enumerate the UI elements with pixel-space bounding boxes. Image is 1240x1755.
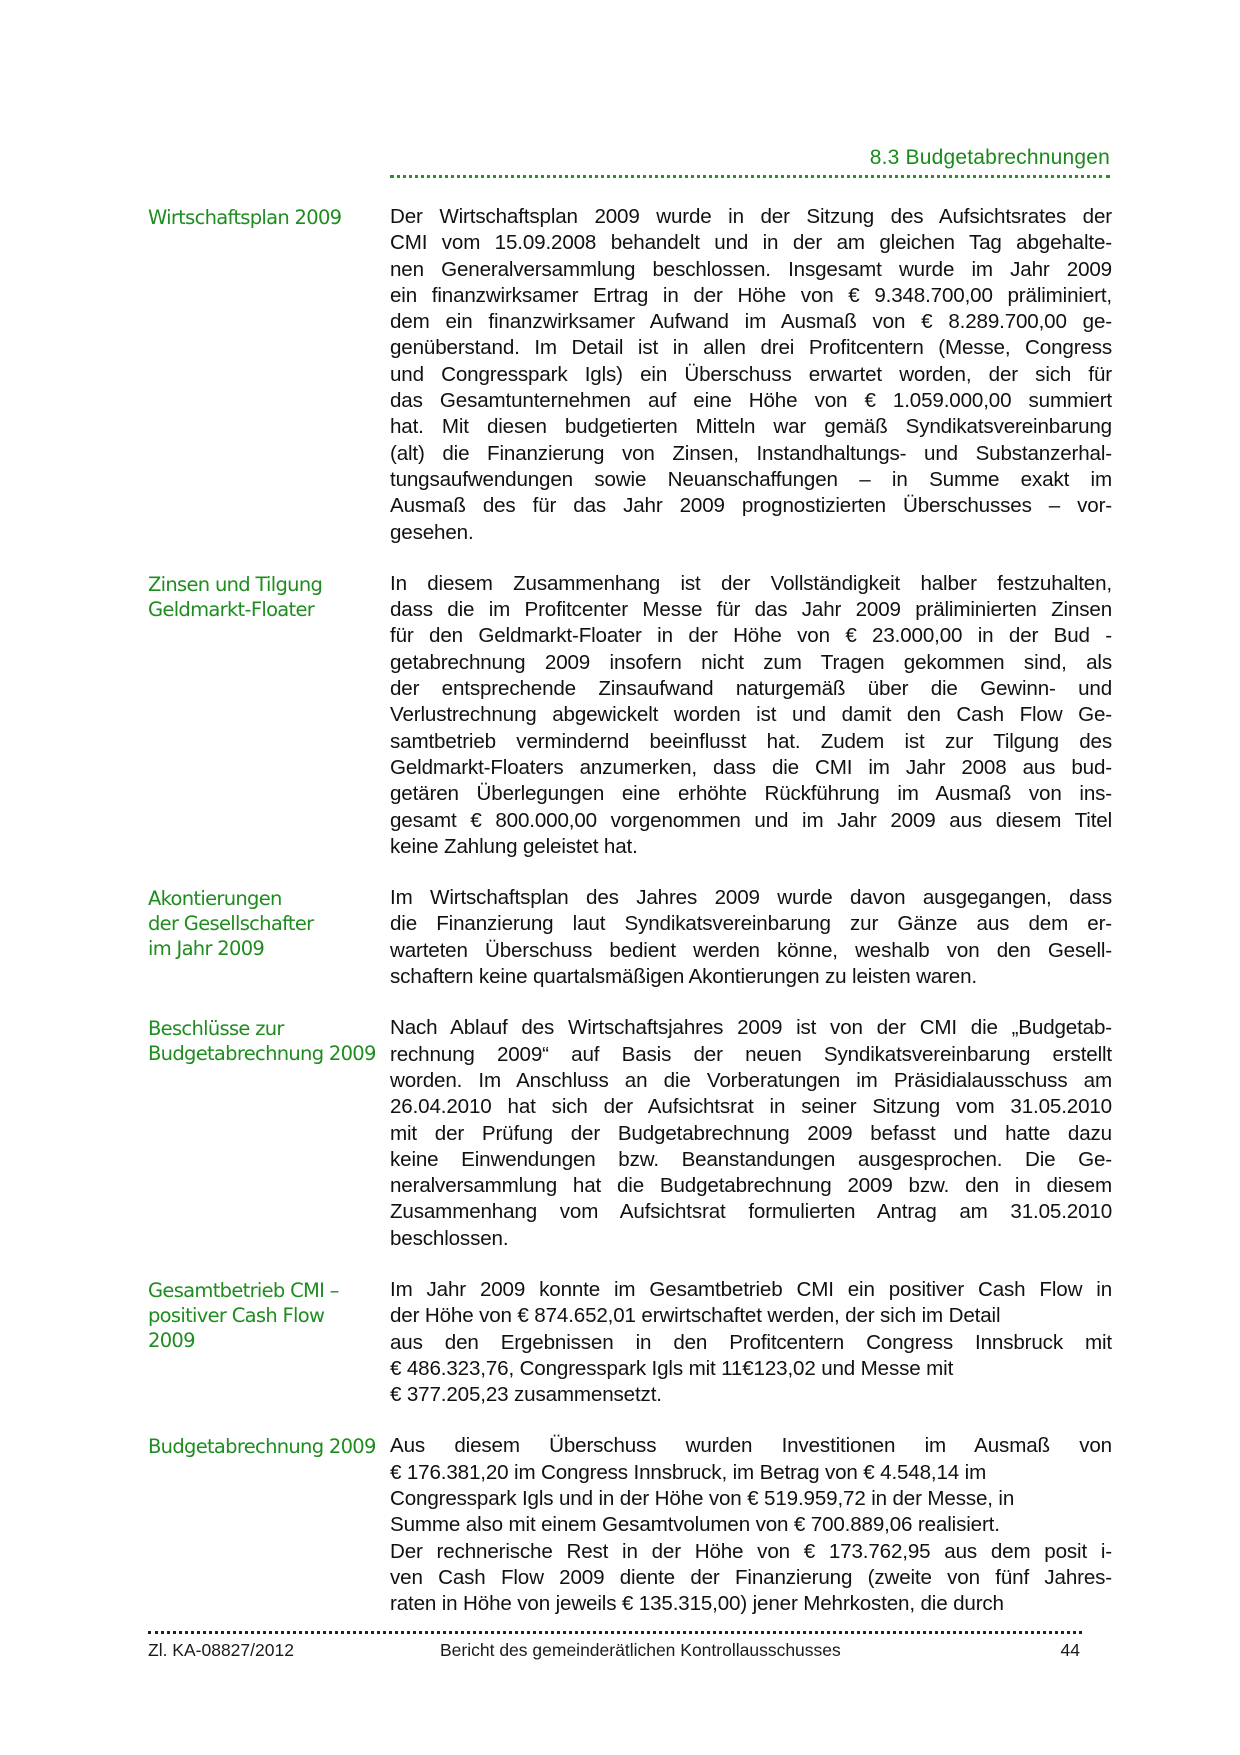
text-line: hat. Mit diesen budgetierten Mitteln war gemäß Syndikatsvereinbarung xyxy=(390,415,1112,439)
text-line: tungsaufwendungen sowie Neuanschaffungen – in Summe exakt im xyxy=(390,467,1112,491)
paragraph xyxy=(390,1433,1112,1617)
page-footer xyxy=(148,1631,1082,1666)
text-line: aus den Ergebnissen in den Profitcentern Congress Innsbruck mit xyxy=(390,1330,1112,1354)
text-line: keine Einwendungen bzw. Beanstandungen ausgesprochen. Die Ge- xyxy=(390,1147,1112,1171)
text-line: € 176.381,20 im Congress Innsbruck, im Betrag von € 4.548,14 im xyxy=(390,1460,987,1484)
text-line: Congresspark Igls und in der Höhe von € 519.959,72 in der Messe, in xyxy=(390,1487,1015,1511)
text-line: warteten Überschuss bedient werden könne, weshalb von den Gesell- xyxy=(390,938,1112,962)
margin-note-line: Akontierungen xyxy=(148,887,282,911)
text-line: Nach Ablauf des Wirtschaftsjahres 2009 ist von der CMI die „Budgetab- xyxy=(390,1016,1112,1040)
text-line: € 486.323,76, Congresspark Igls mit 11€123,02 und Messe mit xyxy=(390,1356,954,1380)
document-reference: Zl. KA-08827/2012 xyxy=(148,1640,294,1660)
text-line: dem ein finanzwirksamer Aufwand im Ausmaß von € 8.289.700,00 ge- xyxy=(390,310,1112,334)
margin-note-line: Wirtschaftsplan 2009 xyxy=(148,206,342,229)
text-line: Der Wirtschaftsplan 2009 wurde in der Sitzung des Aufsichtsrates der xyxy=(390,205,1112,228)
paragraph xyxy=(390,885,1112,990)
report-title: Bericht des gemeinderätlichen Kontrollausschusses xyxy=(440,1640,841,1660)
section-akontierungen xyxy=(148,885,1112,990)
margin-note-line: Zinsen und Tilgung xyxy=(148,572,323,596)
text-line: Verlustrechnung abgewickelt worden ist und damit den Cash Flow Ge- xyxy=(390,703,1112,727)
text-line: keine Zahlung geleistet hat. xyxy=(390,834,638,858)
text-line: Im Wirtschaftsplan des Jahres 2009 wurde davon ausgegangen, dass xyxy=(390,886,1112,910)
text-line: getären Überlegungen eine erhöhte Rückführung im Ausmaß von ins- xyxy=(390,782,1112,806)
margin-note xyxy=(148,1433,390,1459)
footer-dotted-rule xyxy=(148,1631,1082,1634)
text-line: der entsprechende Zinsaufwand naturgemäß über die Gewinn- und xyxy=(390,677,1112,701)
text-line: Aus diesem Überschuss wurden Investitionen im Ausmaß von xyxy=(390,1434,1112,1458)
text-line: gesamt € 800.000,00 vorgenommen und im Jahr 2009 aus diesem Titel xyxy=(390,808,1112,832)
margin-note-line: Budgetabrechnung 2009 xyxy=(148,1435,376,1459)
margin-note-line: Gesamtbetrieb CMI – xyxy=(148,1278,339,1302)
text-line: neralversammlung hat die Budgetabrechnung 2009 bzw. den in diesem xyxy=(390,1174,1112,1198)
margin-note-line: der Gesellschafter xyxy=(148,912,314,936)
text-line: für den Geldmarkt-Floater in der Höhe von € 23.000,00 in der Bud - xyxy=(390,624,1112,648)
text-line: das Gesamtunternehmen auf eine Höhe von € 1.059.000,00 summiert xyxy=(390,389,1112,413)
text-line: gesehen. xyxy=(390,520,474,544)
margin-note xyxy=(148,1015,390,1066)
page-body xyxy=(148,204,1112,1618)
text-line: Ausmaß des für das Jahr 2009 prognostizierten Überschusses – vor- xyxy=(390,494,1112,518)
paragraph xyxy=(390,1015,1112,1252)
margin-note xyxy=(148,204,390,230)
text-line: schaftern keine quartalsmäßigen Akontierungen zu leisten waren. xyxy=(390,965,977,989)
text-line: ein finanzwirksamer Ertrag in der Höhe von € 9.348.700,00 präliminiert, xyxy=(390,283,1112,307)
margin-note xyxy=(148,1277,390,1353)
page-number: 44 xyxy=(1060,1640,1080,1660)
section-beschluesse xyxy=(148,1015,1112,1252)
text-line: raten in Höhe von jeweils € 135.315,00) jener Mehrkosten, die durch xyxy=(390,1592,1004,1616)
margin-note-line: 2009 xyxy=(148,1328,195,1352)
text-line: Geldmarkt-Floaters anzumerken, dass die CMI im Jahr 2008 aus bud- xyxy=(390,755,1112,779)
paragraph xyxy=(390,571,1112,860)
text-line: Summe also mit einem Gesamtvolumen von € 700.889,06 realisiert. xyxy=(390,1513,1000,1537)
page-header xyxy=(390,146,1110,176)
margin-note xyxy=(148,571,390,622)
section-zinsen-tilgung xyxy=(148,571,1112,860)
section-wirtschaftsplan xyxy=(148,204,1112,546)
text-line: 26.04.2010 hat sich der Aufsichtsrat in seiner Sitzung vom 31.05.2010 xyxy=(390,1095,1112,1119)
margin-note-line: Beschlüsse zur xyxy=(148,1017,284,1041)
text-line: genüberstand. Im Detail ist in allen drei Profitcentern (Messe, Congress xyxy=(390,336,1112,360)
text-line: und Congresspark Igls) ein Überschuss erwartet worden, der sich für xyxy=(390,362,1112,386)
text-line: nen Generalversammlung beschlossen. Insgesamt wurde im Jahr 2009 xyxy=(390,257,1112,281)
margin-note-line: Geldmarkt-Floater xyxy=(148,597,315,621)
text-line: Der rechnerische Rest in der Höhe von € 173.762,95 aus dem posit i- xyxy=(390,1539,1112,1563)
margin-note xyxy=(148,885,390,961)
text-line: getabrechnung 2009 insofern nicht zum Tragen gekommen sind, als xyxy=(390,650,1112,674)
section-budgetabrechnung xyxy=(148,1433,1112,1617)
text-line: beschlossen. xyxy=(390,1226,509,1250)
text-line: dass die im Profitcenter Messe für das Jahr 2009 präliminierten Zinsen xyxy=(390,598,1112,622)
text-line: Zusammenhang vom Aufsichtsrat formulierten Antrag am 31.05.2010 xyxy=(390,1200,1112,1224)
text-line: (alt) die Finanzierung von Zinsen, Instandhaltungs- und Substanzerhal- xyxy=(390,441,1112,465)
text-line: die Finanzierung laut Syndikatsvereinbarung zur Gänze aus dem er- xyxy=(390,912,1112,936)
text-line: worden. Im Anschluss an die Vorberatungen im Präsidialausschuss am xyxy=(390,1068,1112,1092)
section-title: 8.3 Budgetabrechnungen xyxy=(869,146,1110,169)
text-line: Im Jahr 2009 konnte im Gesamtbetrieb CMI ein positiver Cash Flow in xyxy=(390,1277,1112,1301)
text-line: samtbetrieb vermindernd beeinflusst hat. Zudem ist zur Tilgung des xyxy=(390,729,1112,753)
text-line: In diesem Zusammenhang ist der Vollständigkeit halber festzuhalten, xyxy=(390,571,1112,595)
header-dotted-rule xyxy=(390,175,1110,178)
text-line: CMI vom 15.09.2008 behandelt und in der am gleichen Tag abgehalte- xyxy=(390,231,1112,255)
text-line: € 377.205,23 zusammensetzt. xyxy=(390,1383,662,1407)
margin-note-line: Budgetabrechnung 2009 xyxy=(148,1042,376,1066)
text-line: rechnung 2009“ auf Basis der neuen Syndikatsvereinbarung erstellt xyxy=(390,1042,1112,1066)
text-line: mit der Prüfung der Budgetabrechnung 2009 befasst und hatte dazu xyxy=(390,1121,1112,1145)
margin-note-line: im Jahr 2009 xyxy=(148,937,265,961)
margin-note-line: positiver Cash Flow xyxy=(148,1303,325,1327)
paragraph xyxy=(390,1277,1112,1408)
paragraph xyxy=(390,204,1112,546)
section-cash-flow xyxy=(148,1277,1112,1408)
text-line: der Höhe von € 874.652,01 erwirtschaftet werden, der sich im Detail xyxy=(390,1304,1001,1328)
text-line: ven Cash Flow 2009 diente der Finanzierung (zweite von fünf Jahres- xyxy=(390,1565,1112,1589)
